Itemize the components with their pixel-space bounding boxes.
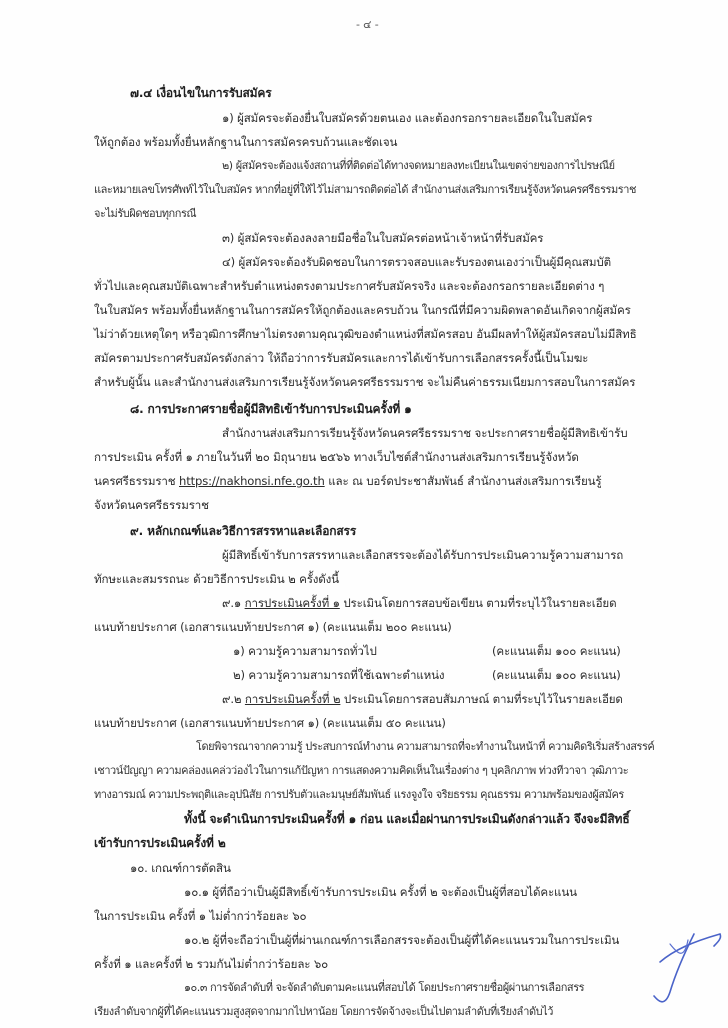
s9-note-line2: เข้ารับการประเมินครั้งที่ ๒ — [94, 836, 226, 850]
s8-line4: จังหวัดนครศรีธรรมราช — [94, 498, 209, 512]
s9-intro-line1: ผู้มีสิทธิ์เข้ารับการสรรหาและเลือกสรรจะต้องได้รับการประเมินความรู้ความสามารถ — [222, 548, 624, 562]
s9-1-item1-score: (คะแนนเต็ม ๑๐๐ คะแนน) — [492, 644, 621, 658]
s9-1-item2-label: ๒) ความรู้ความสามารถที่ใช้เฉพาะตำแหน่ง — [233, 668, 445, 682]
s8-line2: การประเมิน ครั้งที่ ๑ ภายในวันที่ ๒๐ มิถุนายน ๒๕๖๖ ทางเว็บไซต์สำนักงานส่งเสริมการเรียนรู้จังหวัด — [94, 450, 579, 464]
s8-line3 — [94, 473, 601, 489]
page-number: - ๔ - — [356, 18, 379, 31]
s9-intro-line2: ทักษะและสมรรถนะ ด้วยวิธีการประเมิน ๒ ครั้งดังนี้ — [94, 572, 339, 586]
s10-1-line2: ในการประเมิน ครั้งที่ ๑ ไม่ต่ำกว่าร้อยละ ๖๐ — [94, 909, 307, 923]
s9-2-line1 — [222, 691, 623, 707]
s10-2-line1: ๑๐.๒ ผู้ที่จะถือว่าเป็นผู้ที่ผ่านเกณฑ์การเลือกสรรจะต้องเป็นผู้ที่ได้คะแนนรวมในการประเมิน — [184, 933, 620, 947]
s9-2-number: ๙.๒ — [222, 692, 245, 706]
section-7-4-heading: ๗.๔ เงื่อนไขในการรับสมัคร — [130, 86, 272, 100]
s7-4-item4-line6: สำหรับผู้นั้น และสำนักงานส่งเสริมการเรียนรู้จังหวัดนครศรีธรรมราช จะไม่คืนค่าธรรมเนียมการสอบในการสมัคร — [94, 375, 636, 389]
s9-2-rest: ประเมินโดยการสอบสัมภาษณ์ ตามที่ระบุไว้ในรายละเอียด — [340, 692, 623, 706]
s10-3-line2: เรียงลำดับจากผู้ที่ได้คะแนนรวมสูงสุดจากมากไปหาน้อย โดยการจัดจ้างจะเป็นไปตามลำดับที่เรียงลำดับไว้ — [94, 1005, 553, 1018]
s9-1-item2-score: (คะแนนเต็ม ๑๐๐ คะแนน) — [492, 668, 621, 682]
s7-4-item4-line1: ๔) ผู้สมัครจะต้องรับผิดชอบในการตรวจสอบและรับรองตนเองว่าเป็นผู้มีคุณสมบัติ — [222, 255, 611, 269]
s9-criteria-line2: เชาวน์ปัญญา ความคล่องแคล่วว่องไวในการแก้ปัญหา การแสดงความคิดเห็นในเรื่องต่าง ๆ บุคลิกภาพ ท่วงทีวาจา วุฒิภาวะ — [94, 764, 629, 777]
s7-4-item2-line3: จะไม่รับผิดชอบทุกกรณี — [94, 207, 197, 220]
section-10-heading: ๑๐. เกณฑ์การตัดสิน — [130, 861, 231, 875]
s9-1-line2: แนบท้ายประกาศ (เอกสารแนบท้ายประกาศ ๑) (คะแนนเต็ม ๒๐๐ คะแนน) — [94, 620, 452, 634]
section-9-heading: ๙. หลักเกณฑ์และวิธีการสรรหาและเลือกสรร — [130, 524, 357, 538]
s9-1-item1-label: ๑) ความรู้ความสามารถทั่วไป — [233, 644, 377, 658]
s8-line1: สำนักงานส่งเสริมการเรียนรู้จังหวัดนครศรีธรรมราช จะประกาศรายชื่อผู้มีสิทธิเข้ารับ — [222, 426, 628, 440]
s9-2-line2: แนบท้ายประกาศ (เอกสารแนบท้ายประกาศ ๑) (คะแนนเต็ม ๕๐ คะแนน) — [94, 716, 446, 730]
s7-4-item4-line2: ทั่วไปและคุณสมบัติเฉพาะสำหรับตำแหน่งตรงตามประกาศรับสมัครจริง และจะต้องกรอกรายละเอียดต่าง ๆ — [94, 279, 605, 293]
s9-2-title: การประเมินครั้งที่ ๒ — [244, 692, 341, 706]
s10-1-line1: ๑๐.๑ ผู้ที่ถือว่าเป็นผู้มีสิทธิ์เข้ารับการประเมิน ครั้งที่ ๒ จะต้องเป็นผู้ที่สอบได้คะแนน — [184, 885, 577, 899]
s7-4-item4-line3: ในใบสมัคร พร้อมทั้งยื่นหลักฐานในการสมัครให้ถูกต้องและครบถ้วน ในกรณีที่มีความผิดพลาดอันเกิดจากผู้สมัคร — [94, 303, 631, 317]
website-link[interactable]: https://nakhonsi.nfe.go.th — [179, 474, 325, 488]
s8-line3-post: และ ณ บอร์ดประชาสัมพันธ์ สำนักงานส่งเสริมการเรียนรู้ — [324, 474, 602, 488]
section-8-heading: ๘. การประกาศรายชื่อผู้มีสิทธิเข้ารับการประเมินครั้งที่ ๑ — [130, 402, 412, 416]
s7-4-item2-line1: ๒) ผู้สมัครจะต้องแจ้งสถานที่ที่ติดต่อได้ทางจดหมายลงทะเบียนในเขตจ่ายของการไปรษณีย์ — [222, 159, 615, 172]
s10-3-line1: ๑๐.๓ การจัดลำดับที่ จะจัดลำดับตามคะแนนที่สอบได้ โดยประกาศรายชื่อผู้ผ่านการเลือกสรร — [184, 981, 585, 994]
s7-4-item1-line1: ๑) ผู้สมัครจะต้องยื่นใบสมัครด้วยตนเอง และต้องกรอกรายละเอียดในใบสมัคร — [222, 111, 593, 125]
s10-2-line2: ครั้งที่ ๑ และครั้งที่ ๒ รวมกันไม่ต่ำกว่าร้อยละ ๖๐ — [94, 957, 329, 971]
s7-4-item3-line1: ๓) ผู้สมัครจะต้องลงลายมือชื่อในใบสมัครต่อหน้าเจ้าหน้าที่รับสมัคร — [222, 231, 544, 245]
s9-1-line1 — [222, 595, 616, 611]
s7-4-item2-line2: และหมายเลขโทรศัพท์ไว้ในใบสมัคร หากที่อยู่ที่ให้ไว้ไม่สามารถติดต่อได้ สำนักงานส่งเสริมการเรียนรู้จังหวัดนครศรีธรรมราช — [94, 183, 637, 196]
s7-4-item4-line4: ไม่ว่าด้วยเหตุใดๆ หรือวุฒิการศึกษาไม่ตรงตามคุณวุฒิของตำแหน่งที่สมัครสอบ อันมีผลทำให้ผู้สมัครสอบไม่มีสิทธิ — [94, 327, 637, 341]
s9-1-number: ๙.๑ — [222, 596, 245, 610]
s9-1-rest: ประเมินโดยการสอบข้อเขียน ตามที่ระบุไว้ในรายละเอียด — [339, 596, 617, 610]
handwritten-signature-icon — [640, 920, 728, 1020]
s9-criteria-line1: โดยพิจารณาจากความรู้ ประสบการณ์ทำงาน ความสามารถที่จะทำงานในหน้าที่ ความคิดริเริ่มสร้างสรรค์ — [196, 740, 655, 753]
s8-line3-pre: นครศรีธรรมราช — [94, 474, 180, 488]
s9-1-title: การประเมินครั้งที่ ๑ — [244, 596, 340, 610]
s9-note-line1: ทั้งนี้ จะดำเนินการประเมินครั้งที่ ๑ ก่อน และเมื่อผ่านการประเมินดังกล่าวแล้ว จึงจะมีสิทธิ์ — [184, 812, 630, 826]
s7-4-item4-line5: สมัครตามประกาศรับสมัครดังกล่าว ให้ถือว่าการรับสมัครและการได้เข้ารับการเลือกสรรครั้งนี้เป็นโมฆะ — [94, 351, 589, 365]
s9-criteria-line3: ทางอารมณ์ ความประพฤติและอุปนิสัย การปรับตัวและมนุษย์สัมพันธ์ แรงจูงใจ จริยธรรม คุณธรรม ความพร้อมของผู้สมัคร — [94, 788, 624, 801]
s7-4-item1-line2: ให้ถูกต้อง พร้อมทั้งยื่นหลักฐานในการสมัครครบถ้วนและชัดเจน — [94, 135, 398, 149]
